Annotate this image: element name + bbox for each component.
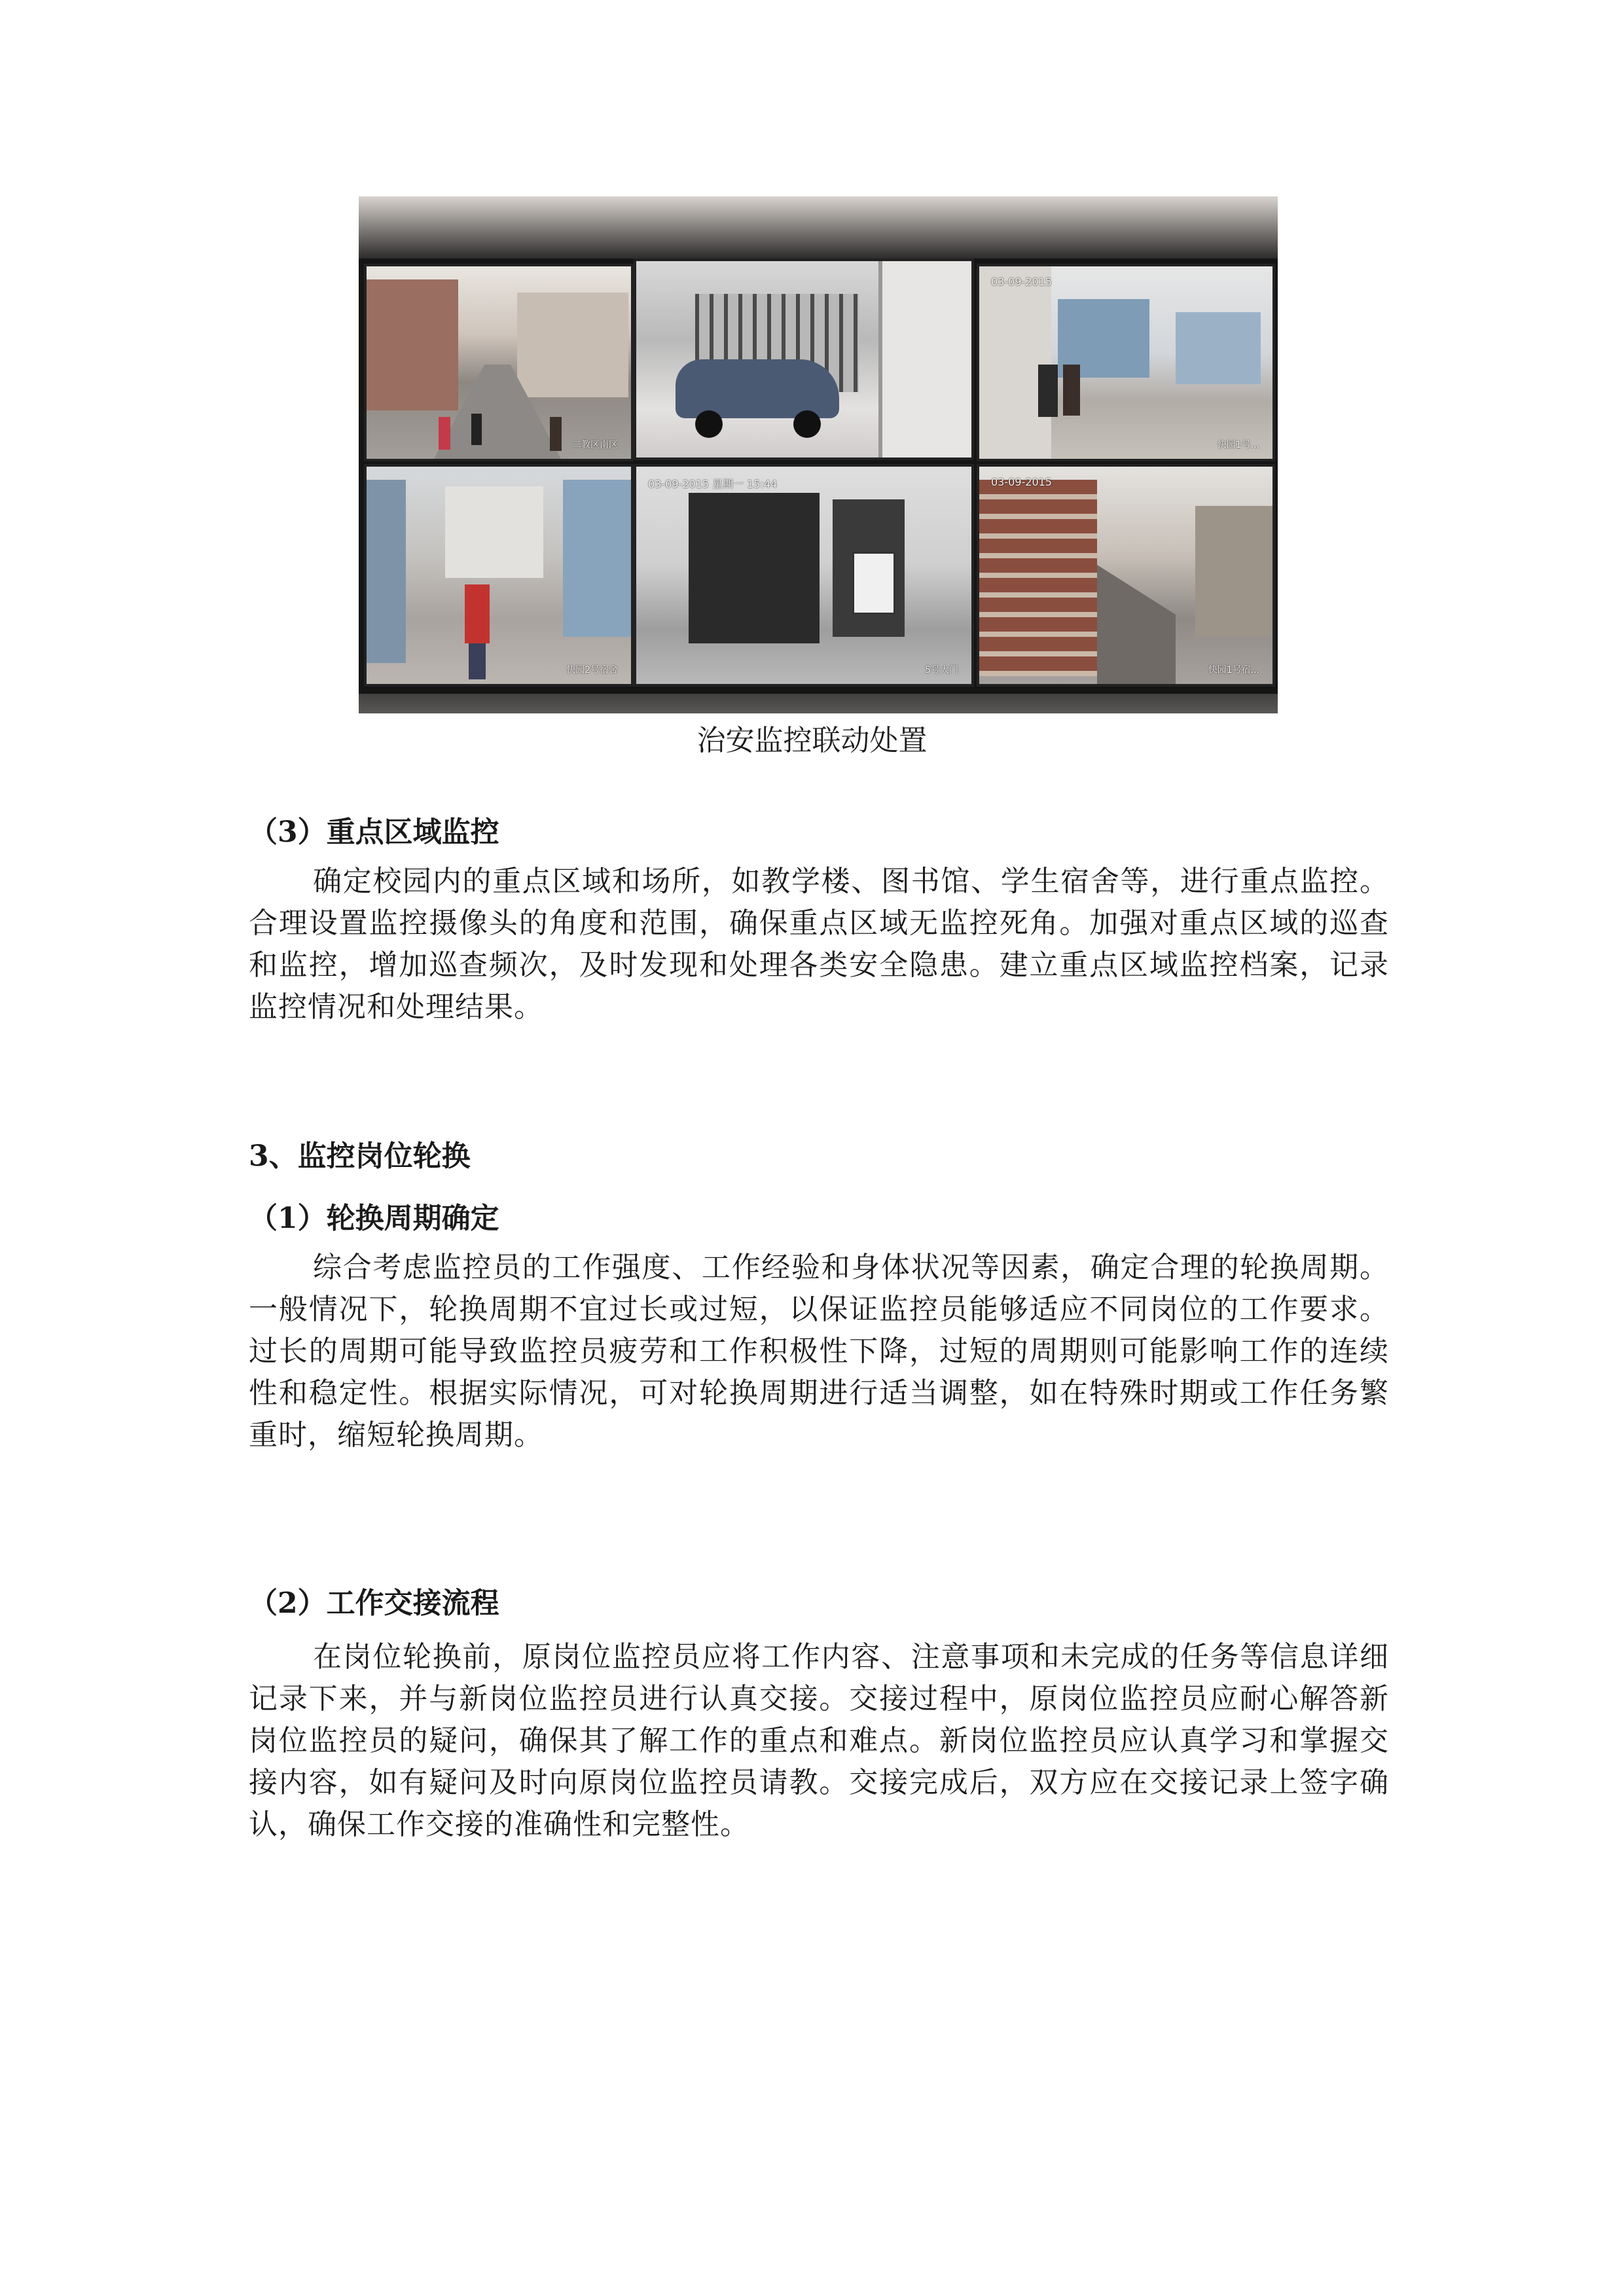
camera-screen-6 [977,464,1275,687]
video-wall [359,259,1278,694]
section-heading-rotation: 3、监控岗位轮换 [249,1139,471,1173]
camera-label-4: 快园2号宿舍 [566,665,618,675]
camera-screen-3 [977,264,1275,461]
camera-timestamp-6: 03-09-2015 [991,476,1052,488]
camera-label-3: 快园1号... [1217,440,1259,450]
camera-screen-2 [634,259,974,460]
camera-timestamp-5: 03-09-2015 星期一 15:44 [648,478,778,490]
camera-screen-4 [364,464,634,687]
camera-label-5: 5号大门 [925,665,958,675]
camera-label-1: 二教区南区 [572,440,618,450]
paragraph-rotation-cycle-text: 综合考虑监控员的工作强度、工作经验和身体状况等因素，确定合理的轮换周期。一般情况下，轮换周期不宜过长或过短，以保证监控员能够适应不同岗位的工作要求。过长的周期可能导致监控员疲劳和工作积极性下降，过短的周期则可能影响工作的连续性和稳定性。根据实际情况，可对轮换周期进行适当调整，如在特殊时期或工作任务繁重时，缩短轮换周期。 [249,1251,1389,1452]
paragraph-rotation-cycle [249,1247,1389,1456]
camera-label-6: 快园1号宿... [1208,665,1259,675]
section-heading-rotation-cycle: （1）轮换周期确定 [249,1202,499,1235]
section-heading-handover: （2）工作交接流程 [249,1587,499,1620]
figure-caption: 治安监控联动处置 [696,724,928,757]
camera-screen-1 [364,264,634,461]
camera-screen-5 [634,464,974,687]
paragraph-handover-text: 在岗位轮换前，原岗位监控员应将工作内容、注意事项和未完成的任务等信息详细记录下来，并与新岗位监控员进行认真交接。交接过程中，原岗位监控员应耐心解答新岗位监控员的疑问，确保其了解工作的重点和难点。新岗位监控员应认真学习和掌握交接内容，如有疑问及时向原岗位监控员请教。交接完成后，双方应在交接记录上签字确认，确保工作交接的准确性和完整性。 [249,1640,1389,1841]
section-heading-key-area: （3）重点区域监控 [249,816,499,849]
monitoring-wall-photo [359,196,1278,713]
camera-timestamp-3: 03-09-2015 [991,276,1052,288]
paragraph-key-area-text: 确定校园内的重点区域和场所，如教学楼、图书馆、学生宿舍等，进行重点监控。合理设置监控摄像头的角度和范围，确保重点区域无监控死角。加强对重点区域的巡查和监控，增加巡查频次，及时发现和处理各类安全隐患。建立重点区域监控档案，记录监控情况和处理结果。 [249,865,1389,1024]
paragraph-key-area [249,861,1389,1028]
paragraph-handover [249,1636,1389,1846]
